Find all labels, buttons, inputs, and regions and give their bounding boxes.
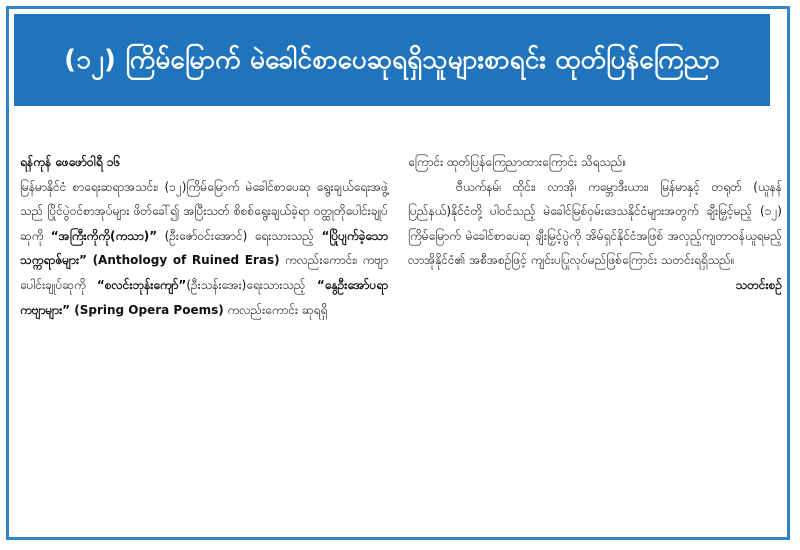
body-paragraph-2: ဗီယက်နမ်၊ ထိုင်း၊ လာအို၊ ကမ္ဘောဒီးယား၊ မြန်မာနှင့် တရုတ် (ယူနန်ပြည်နယ်)နိုင်ငံတို့ ပါဝင်သည့် မဲခေါင်မြစ်ဝှမ်းဒေသနိုင်ငံများအတွက် ချီးမြှင့်မည့် (၁၂) ကြိမ်မြောက် မဲခေါင်စာပေဆု ချီးမြှင့်ပွဲကို အိမ်ရှင်နိုင်ငံအဖြစ် အလှည့်ကျတာဝန်ယူရမည့် လာအိုနိုင်ငံ၏ အစီအစဉ်ဖြင့် ကျင်းပပြုလုပ်မည်ဖြစ်ကြောင်း သတင်းရရှိသည်။ [408, 179, 782, 268]
book-title-2: “နွေဦးအော်ပရာကဗျာများ” (Spring Opera Poems) [20, 277, 389, 317]
text-run: မြန်မာနိုင်ငံ စာရေးဆရာအသင်း၊ (၁၂)ကြိမ်မြောက် မဲခေါင်စာပေဆု ရွေးချယ်ရေးအဖွဲ့သည် ပြိုင်ပွဲဝင်စာအုပ်များ ဖိတ်ခေါ်၍ အပြီးသတ် စိစစ်ရွေးချယ်ခဲ့ရာ ဝတ္ထုတိုပေါင်းချုပ်ဆုကို [20, 179, 388, 243]
byline: သတင်းစဉ် [735, 277, 782, 292]
text-run: (ဦးသန်းအေး)ရေးသားသည့် [186, 277, 317, 292]
headline: (၁၂) ကြိမ်မြောက် မဲခေါင်စာပေဆုရရှိသူများစာရင်း ထုတ်ပြန်ကြေညာ [64, 45, 720, 75]
right-column [408, 150, 782, 298]
body-continuation: ကြောင်း ထုတ်ပြန်ကြေညာထားကြောင်း သိရသည်။ [408, 155, 627, 169]
text-run: (ဦးဇော်ဝင်းအောင်) ရေးသားသည့် [157, 228, 322, 243]
text-run: ကလည်းကောင်း ဆုရရှိ [223, 302, 328, 317]
author-pen-name-1: “အကြီးကိုကို(ကသာ)” [50, 228, 158, 243]
author-pen-name-2: “စလင်းဘုန်းကျော်” [96, 277, 187, 292]
body-paragraph-1 [20, 175, 388, 323]
dateline: ရန်ကုန် ဖေဖော်ဝါရီ ၁၆ [20, 155, 121, 169]
headline-banner [14, 14, 770, 106]
text-run: ကလည်းကောင်း၊ ကဗျာပေါင်းချုပ်ဆုကို [20, 253, 388, 292]
left-column [20, 150, 388, 322]
book-title-1: “ပြိုပျက်ခဲ့သော သက္ကရာဇ်များ” (Anthology of Ruined Eras) [20, 228, 388, 268]
